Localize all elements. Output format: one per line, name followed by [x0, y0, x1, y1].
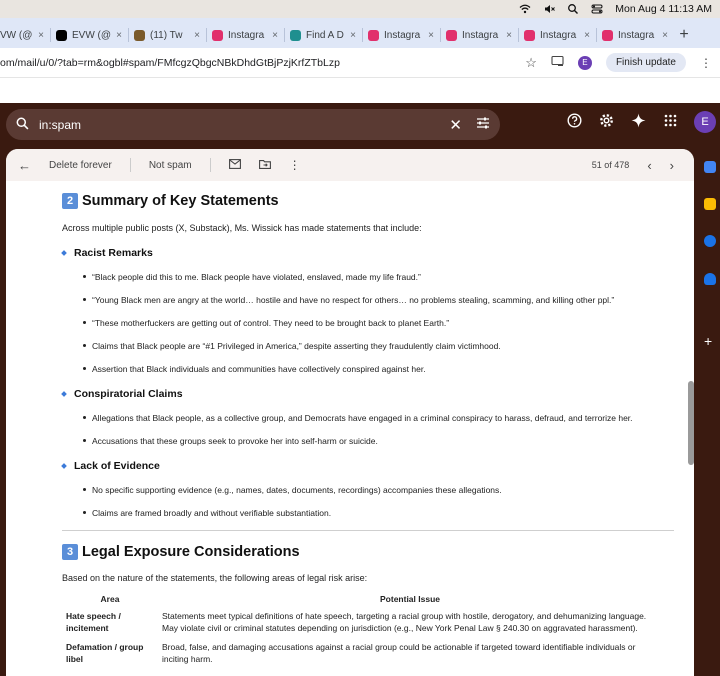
bullet-list — [92, 413, 674, 446]
table-issue-cell: Statements meet typical definitions of hate speech, targeting a racial group with hostile, derogatory, and dehumanizing language. May violate civil or criminal statutes depending on jurisdiction (e.g., New York Penal Law § 240.30 on aggravated harassment). — [162, 611, 647, 634]
browser-tab[interactable] — [0, 22, 50, 48]
tab-title: Instagra — [540, 29, 577, 41]
back-arrow-icon[interactable]: ← — [18, 157, 31, 173]
newer-chevron-icon[interactable]: ‹ — [647, 157, 652, 173]
profile-avatar[interactable]: E — [578, 56, 592, 70]
subheading-label: Lack of Evidence — [74, 460, 160, 472]
subheading-label: Conspiratorial Claims — [74, 388, 183, 400]
list-item: No specific supporting evidence (e.g., names, dates, documents, recordings) accompanies these allegations. — [92, 485, 674, 495]
add-addon-icon[interactable]: + — [704, 333, 713, 349]
tab-title: Instagra — [618, 29, 655, 41]
tab-title: VW (@ — [0, 29, 33, 41]
browser-tab[interactable] — [440, 22, 518, 48]
tab-close-icon[interactable]: × — [272, 29, 278, 41]
subheading — [62, 247, 674, 259]
tab-favicon-icon — [524, 30, 535, 41]
mute-icon[interactable] — [543, 3, 555, 15]
wifi-icon[interactable] — [519, 3, 531, 15]
contacts-icon[interactable] — [704, 273, 716, 285]
table-header-row — [62, 591, 662, 607]
system-menubar — [0, 0, 720, 18]
browser-address-bar — [0, 48, 720, 78]
tab-favicon-icon — [290, 30, 301, 41]
email-body — [6, 181, 688, 676]
browser-tab[interactable] — [206, 22, 284, 48]
clear-search-icon[interactable]: ✕ — [449, 116, 462, 134]
tab-close-icon[interactable]: × — [662, 29, 668, 41]
bullet-list — [92, 485, 674, 518]
section-heading — [62, 193, 674, 209]
not-spam-button[interactable]: Not spam — [148, 159, 192, 171]
move-to-folder-icon[interactable] — [259, 159, 271, 172]
section-heading — [62, 544, 674, 560]
bookmark-gap — [0, 79, 720, 103]
tab-favicon-icon — [368, 30, 379, 41]
list-item: Claims that Black people are “#1 Privileged in America,” despite asserting they fraudulently claim victimhood. — [92, 341, 674, 351]
tab-title: EVW (@ — [72, 29, 112, 41]
diamond-bullet-icon — [61, 391, 67, 397]
more-options-icon[interactable]: ⋮ — [288, 158, 301, 172]
mark-unread-icon[interactable] — [229, 159, 241, 172]
mail-search-bar[interactable] — [6, 109, 500, 140]
diamond-bullet-icon — [61, 250, 67, 256]
cast-icon[interactable] — [551, 55, 564, 70]
tab-close-icon[interactable]: × — [38, 29, 44, 41]
tab-close-icon[interactable]: × — [584, 29, 590, 41]
new-tab-button[interactable]: + — [679, 26, 689, 43]
search-options-icon[interactable] — [476, 117, 490, 132]
tab-favicon-icon — [134, 30, 145, 41]
subheading — [62, 460, 674, 472]
section-intro: Based on the nature of the statements, the following areas of legal risk arise: — [62, 573, 368, 583]
browser-tab[interactable] — [518, 22, 596, 48]
table-header-cell: Area — [100, 594, 120, 604]
control-center-icon[interactable] — [591, 3, 603, 15]
browser-tab[interactable] — [596, 22, 674, 48]
keep-icon[interactable] — [704, 198, 716, 210]
browser-tab[interactable] — [284, 22, 362, 48]
scrollbar-thumb[interactable] — [688, 381, 694, 465]
tab-favicon-icon — [56, 30, 67, 41]
tasks-icon[interactable] — [704, 235, 716, 247]
delete-forever-button[interactable]: Delete forever — [49, 159, 112, 171]
section-number-badge: 2 — [62, 193, 78, 209]
toolbar-divider — [130, 158, 131, 172]
bookmark-star-icon[interactable]: ☆ — [525, 54, 537, 70]
calendar-icon[interactable] — [704, 161, 716, 173]
browser-menu-icon[interactable]: ⋮ — [700, 55, 712, 70]
tab-favicon-icon — [212, 30, 223, 41]
toolbar-divider — [210, 158, 211, 172]
message-count: 51 of 478 — [591, 160, 630, 170]
search-input[interactable]: in:spam — [39, 117, 82, 132]
subheading — [62, 388, 674, 400]
list-item: Claims are framed broadly and without verifiable substantiation. — [92, 508, 674, 518]
diamond-bullet-icon — [61, 463, 67, 469]
settings-gear-icon[interactable] — [598, 113, 614, 131]
tab-close-icon[interactable]: × — [350, 29, 356, 41]
tab-close-icon[interactable]: × — [194, 29, 200, 41]
section-title: Legal Exposure Considerations — [82, 544, 300, 560]
message-panel — [6, 149, 694, 676]
help-icon[interactable] — [566, 113, 582, 131]
spotlight-search-icon[interactable] — [567, 3, 579, 15]
legal-exposure-table — [62, 591, 662, 668]
tab-title: Instagra — [384, 29, 421, 41]
account-avatar[interactable]: E — [694, 111, 716, 133]
table-area-cell: Defamation / group libel — [66, 641, 144, 664]
gemini-sparkle-icon[interactable] — [630, 113, 646, 131]
tab-close-icon[interactable]: × — [428, 29, 434, 41]
tab-favicon-icon — [602, 30, 613, 41]
section-intro: Across multiple public posts (X, Substack), Ms. Wissick has made statements that include: — [62, 223, 422, 233]
list-item: Allegations that Black people, as a collective group, and Democrats have engaged in a criminal conspiracy to harass, defraud, and terrorize her. — [92, 413, 674, 423]
table-area-cell: Hate speech / incitement — [66, 611, 121, 634]
subheading-label: Racist Remarks — [74, 247, 153, 259]
table-row — [62, 607, 662, 638]
browser-tab-strip — [0, 18, 720, 48]
clock-text[interactable]: Mon Aug 4 11:13 AM — [615, 3, 712, 15]
url-field[interactable]: om/mail/u/0/?tab=rm&ogbl#spam/FMfcgzQbgcNBkDhdGtBjPzjKrfZTbLzp — [0, 56, 340, 69]
apps-grid-icon[interactable] — [662, 114, 678, 130]
tab-title: Instagra — [462, 29, 499, 41]
table-row — [62, 638, 662, 669]
list-item: “These motherfuckers are getting out of control. They need to be brought back to planet Earth.” — [92, 318, 674, 328]
list-item: “Young Black men are angry at the world… hostile and have no respect for others… no problems stealing, scamming, and killing other ppl.” — [92, 295, 674, 305]
table-issue-cell: Broad, false, and damaging accusations against a racial group could be actionable if targeted toward identifiable individuals or inciting harm. — [162, 641, 636, 664]
tab-title: Find A D — [306, 29, 344, 41]
bullet-list — [92, 272, 674, 374]
browser-tab[interactable] — [362, 22, 440, 48]
message-toolbar — [6, 149, 694, 181]
tab-title: Instagra — [228, 29, 265, 41]
tab-title: (11) Tw — [150, 29, 183, 41]
section-divider — [62, 530, 674, 531]
tab-favicon-icon — [446, 30, 457, 41]
browser-tab[interactable] — [50, 22, 128, 48]
section-title: Summary of Key Statements — [82, 193, 279, 209]
search-icon[interactable] — [16, 117, 29, 133]
table-header-cell: Potential Issue — [380, 594, 440, 604]
tab-close-icon[interactable]: × — [116, 29, 122, 41]
finish-update-button[interactable]: Finish update — [606, 53, 686, 72]
tab-close-icon[interactable]: × — [506, 29, 512, 41]
browser-tab[interactable] — [128, 22, 206, 48]
gmail-app — [0, 103, 720, 676]
side-panel-strip — [698, 149, 720, 676]
section-number-badge: 3 — [62, 544, 78, 560]
list-item: “Black people did this to me. Black people have violated, enslaved, made my life fraud.” — [92, 272, 674, 282]
older-chevron-icon[interactable]: › — [669, 157, 674, 173]
list-item: Assertion that Black individuals and communities have collectively conspired against her. — [92, 364, 674, 374]
list-item: Accusations that these groups seek to provoke her into self-harm or suicide. — [92, 436, 674, 446]
